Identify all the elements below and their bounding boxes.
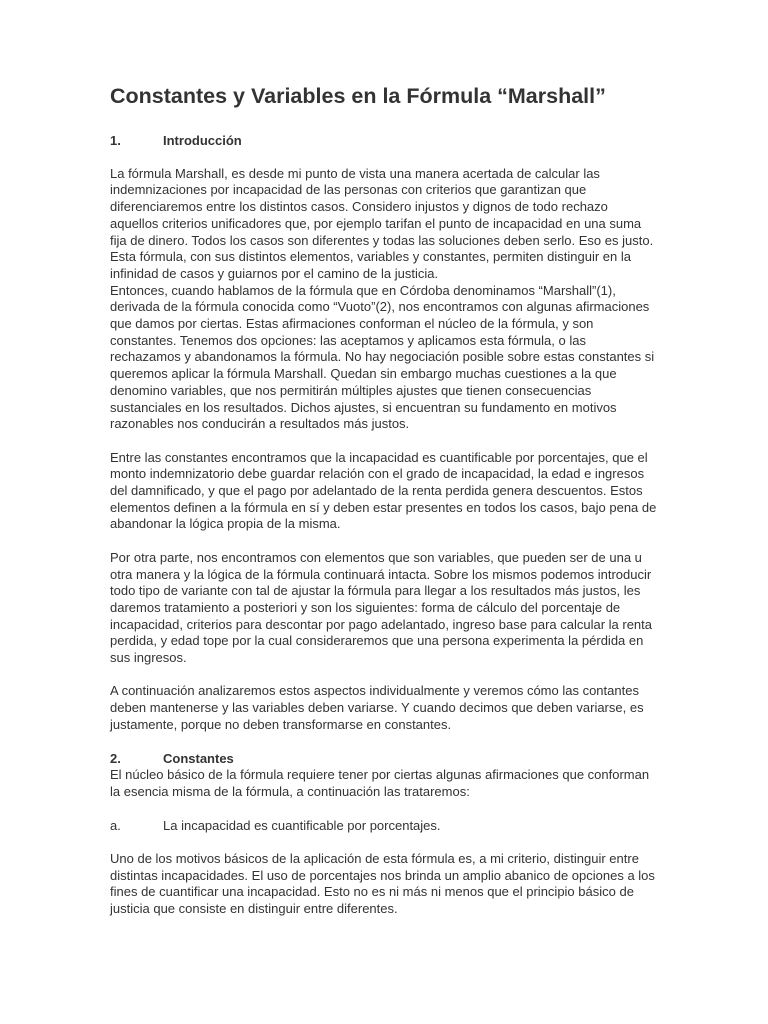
- paragraph-2: Esta fórmula, con sus distintos elementos, variables y constantes, permiten distinguir en la infinidad de casos y guiarnos por el camino de la justicia.: [110, 249, 631, 281]
- paragraph-5: Por otra parte, nos encontramos con elementos que son variables, que pueden ser de una u otra manera y la lógica de la fórmula continuará intacta. Sobre los mismos podemos introducir todo tipo de variante con tal de ajustar la fórmula para llegar a los resultados más justos, les daremos tratamiento a posteriori y son los siguientes: forma de cálculo del porcentaje de incapacidad, criterios para descontar por pago adelantado, ingreso base para calcular la renta perdida, y edad tope por la cual consideraremos que una persona experimenta la pérdida en sus ingresos.: [110, 549, 653, 666]
- list-item-a: [110, 817, 658, 834]
- section-heading-constantes: [110, 750, 658, 767]
- spacer: [110, 801, 658, 818]
- paragraph-4: Entre las constantes encontramos que la incapacidad es cuantificable por porcentajes, que el monto indemnizatorio debe guardar relación con el grado de incapacidad, la edad e ingresos del damnificado, y que el pago por adelantado de la renta perdida genera descuentos. Estos elementos definen a la fórmula en sí y deben estar presentes en todos los casos, bajo pena de abandonar la lógica propia de la misma.: [110, 449, 657, 532]
- document-page: [110, 82, 658, 918]
- item-letter: a.: [110, 818, 121, 834]
- section-number: 2.: [110, 751, 121, 767]
- section-number: 1.: [110, 133, 121, 148]
- section-title: Constantes: [163, 751, 234, 767]
- spacer: [110, 110, 658, 132]
- paragraph-8: Uno de los motivos básicos de la aplicación de esta fórmula es, a mi criterio, distinguir entre distintas incapacidades. El uso de porcentajes nos brinda un amplio abanico de opciones a los fines de cuantificar una incapacidad. Esto no es ni más ni menos que el principio básico de justicia que consiste en distinguir entre diferentes.: [110, 851, 655, 917]
- spacer: [110, 834, 658, 851]
- item-text: La incapacidad es cuantificable por porcentajes.: [163, 818, 441, 834]
- section-heading-introduccion: [110, 132, 658, 149]
- spacer: [110, 433, 658, 450]
- paragraph-3: Entonces, cuando hablamos de la fórmula que en Córdoba denominamos “Marshall”(1), derivada de la fórmula conocida como “Vuoto”(2), nos encontramos con algunas afirmaciones que damos por ciertas. Estas afirmaciones conforman el núcleo de la fórmula, y son constantes. Tenemos dos opciones: las aceptamos y aplicamos esta fórmula, o las rechazamos y abandonamos la fórmula. No hay negociación posible sobre estas constantes si queremos aplicar la fórmula Marshall. Quedan sin embargo muchas cuestiones a la que denomino variables, que nos permitirán múltiples ajustes que tienen consecuencias sustanciales en los resultados. Dichos ajustes, si encuentran su fundamento en motivos razonables nos conducirán a resultados más justos.: [110, 282, 655, 432]
- section-title: Introducción: [163, 133, 242, 148]
- spacer: [110, 667, 658, 684]
- spacer: [110, 149, 658, 166]
- paragraph-1: La fórmula Marshall, es desde mi punto de vista una manera acertada de calcular las indemnizaciones por incapacidad de las personas con criterios que garantizan que diferenciaremos entre los distintos casos. Considero injustos y dignos de todo rechazo aquellos criterios unificadores que, por ejemplo tarifan el punto de incapacidad en una suma fija de dinero. Todos los casos son diferentes y todas las soluciones deben serlo. Eso es justo.: [110, 165, 654, 248]
- paragraph-7: El núcleo básico de la fórmula requiere tener por ciertas algunas afirmaciones que conforman la esencia misma de la fórmula, a continuación las trataremos:: [110, 767, 650, 799]
- paragraph-6: A continuación analizaremos estos aspectos individualmente y veremos cómo las contantes deben mantenerse y las variables deben variarse. Y cuando decimos que deben variarse, es justamente, porque no deben transformarse en constantes.: [110, 683, 644, 732]
- spacer: [110, 533, 658, 550]
- spacer: [110, 734, 658, 751]
- document-title: Constantes y Variables en la Fórmula “Marshall”: [110, 84, 606, 108]
